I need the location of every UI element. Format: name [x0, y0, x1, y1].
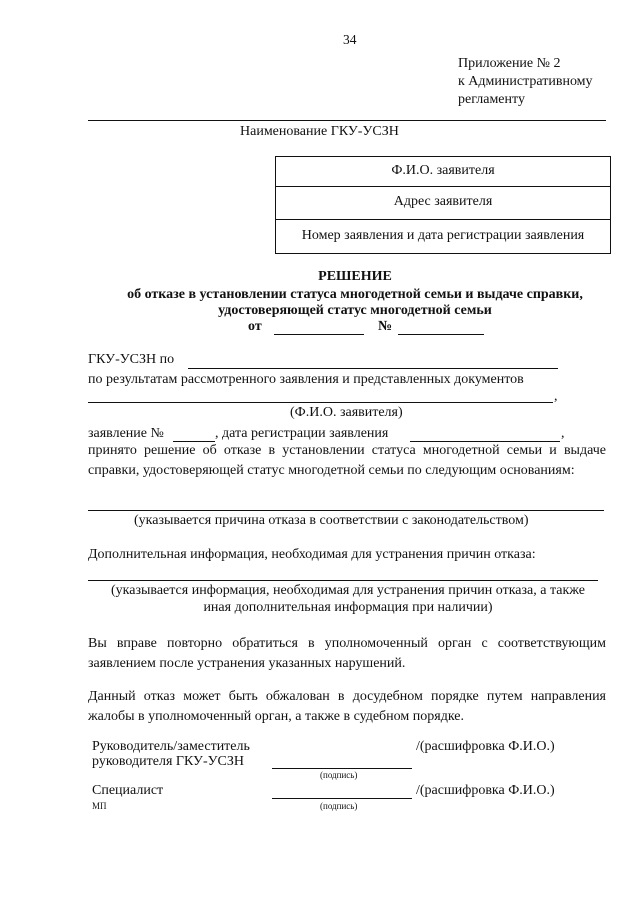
info-caption-1: (указывается информация, необходимая для устранения причин отказа, а также — [111, 583, 585, 598]
comma: , — [554, 389, 558, 404]
gku-name-blank[interactable] — [188, 368, 558, 369]
appendix-line-3: регламенту — [458, 92, 525, 107]
head-decipher: /(расшифровка Ф.И.О.) — [416, 739, 555, 754]
appendix-line-1: Приложение № 2 — [458, 56, 561, 71]
reapply-text: Вы вправе повторно обратиться в уполномоченный орган с соответствующим заявлением после устранения указанных нарушений. — [88, 636, 606, 671]
org-name-label: Наименование ГКУ-УСЗН — [240, 124, 399, 139]
decision-date-blank[interactable] — [274, 334, 364, 335]
appendix-line-2: к Административному — [458, 74, 593, 89]
additional-info-blank[interactable] — [88, 580, 598, 581]
decision-number-blank[interactable] — [398, 334, 484, 335]
box-divider — [276, 219, 610, 220]
header-divider — [88, 120, 606, 121]
review-line: по результатам рассмотренного заявления и представленных документов — [88, 372, 524, 387]
reason-blank[interactable] — [88, 510, 604, 511]
specialist-label: Специалист — [92, 783, 164, 798]
decision-title: РЕШЕНИЕ — [318, 269, 392, 284]
head-signature-caption: (подпись) — [320, 770, 358, 780]
gku-by-label: ГКУ-УСЗН по — [88, 352, 175, 367]
reason-caption: (указывается причина отказа в соответствии с законодательством) — [134, 513, 529, 528]
decision-text: принято решение об отказе в установлении статуса многодетной семьи и выдаче справки, удостоверяющей статус многодетной семьи по следующим основаниям: — [88, 443, 606, 478]
page-number: 34 — [343, 32, 357, 47]
reg-date-label: , дата регистрации заявления — [215, 426, 389, 441]
comma: , — [561, 426, 565, 441]
additional-info-label: Дополнительная информация, необходимая для устранения причин отказа: — [88, 547, 536, 562]
specialist-signature-caption: (подпись) — [320, 801, 358, 811]
applicant-info-box — [275, 156, 611, 254]
applicant-fio-blank[interactable] — [88, 402, 553, 403]
applicant-fio-field[interactable]: Ф.И.О. заявителя — [391, 163, 495, 178]
head-title-line-1: Руководитель/заместитель — [92, 739, 250, 754]
applicant-address-field[interactable]: Адрес заявителя — [393, 194, 493, 209]
application-no-label: заявление № — [88, 426, 164, 441]
decision-subtitle-2: удостоверяющей статус многодетной семьи — [218, 303, 492, 318]
specialist-signature-blank[interactable] — [272, 798, 412, 799]
box-divider — [276, 186, 610, 187]
application-number-field[interactable]: Номер заявления и дата регистрации заявления — [301, 228, 585, 243]
fio-caption: (Ф.И.О. заявителя) — [290, 405, 403, 420]
decision-subtitle-1: об отказе в установлении статуса многодетной семьи и выдаче справки, — [127, 287, 583, 302]
head-title-line-2: руководителя ГКУ-УСЗН — [92, 754, 244, 769]
info-caption-2: иная дополнительная информация при наличии) — [203, 600, 493, 615]
appeal-text: Данный отказ может быть обжалован в досудебном порядке путем направления жалобы в уполномоченный орган, а также в судебном порядке. — [88, 689, 606, 724]
specialist-decipher: /(расшифровка Ф.И.О.) — [416, 783, 555, 798]
stamp-label: МП — [92, 801, 107, 811]
decision-number-label: № — [378, 319, 393, 334]
decision-date-label: от — [248, 319, 262, 334]
head-signature-blank[interactable] — [272, 768, 412, 769]
